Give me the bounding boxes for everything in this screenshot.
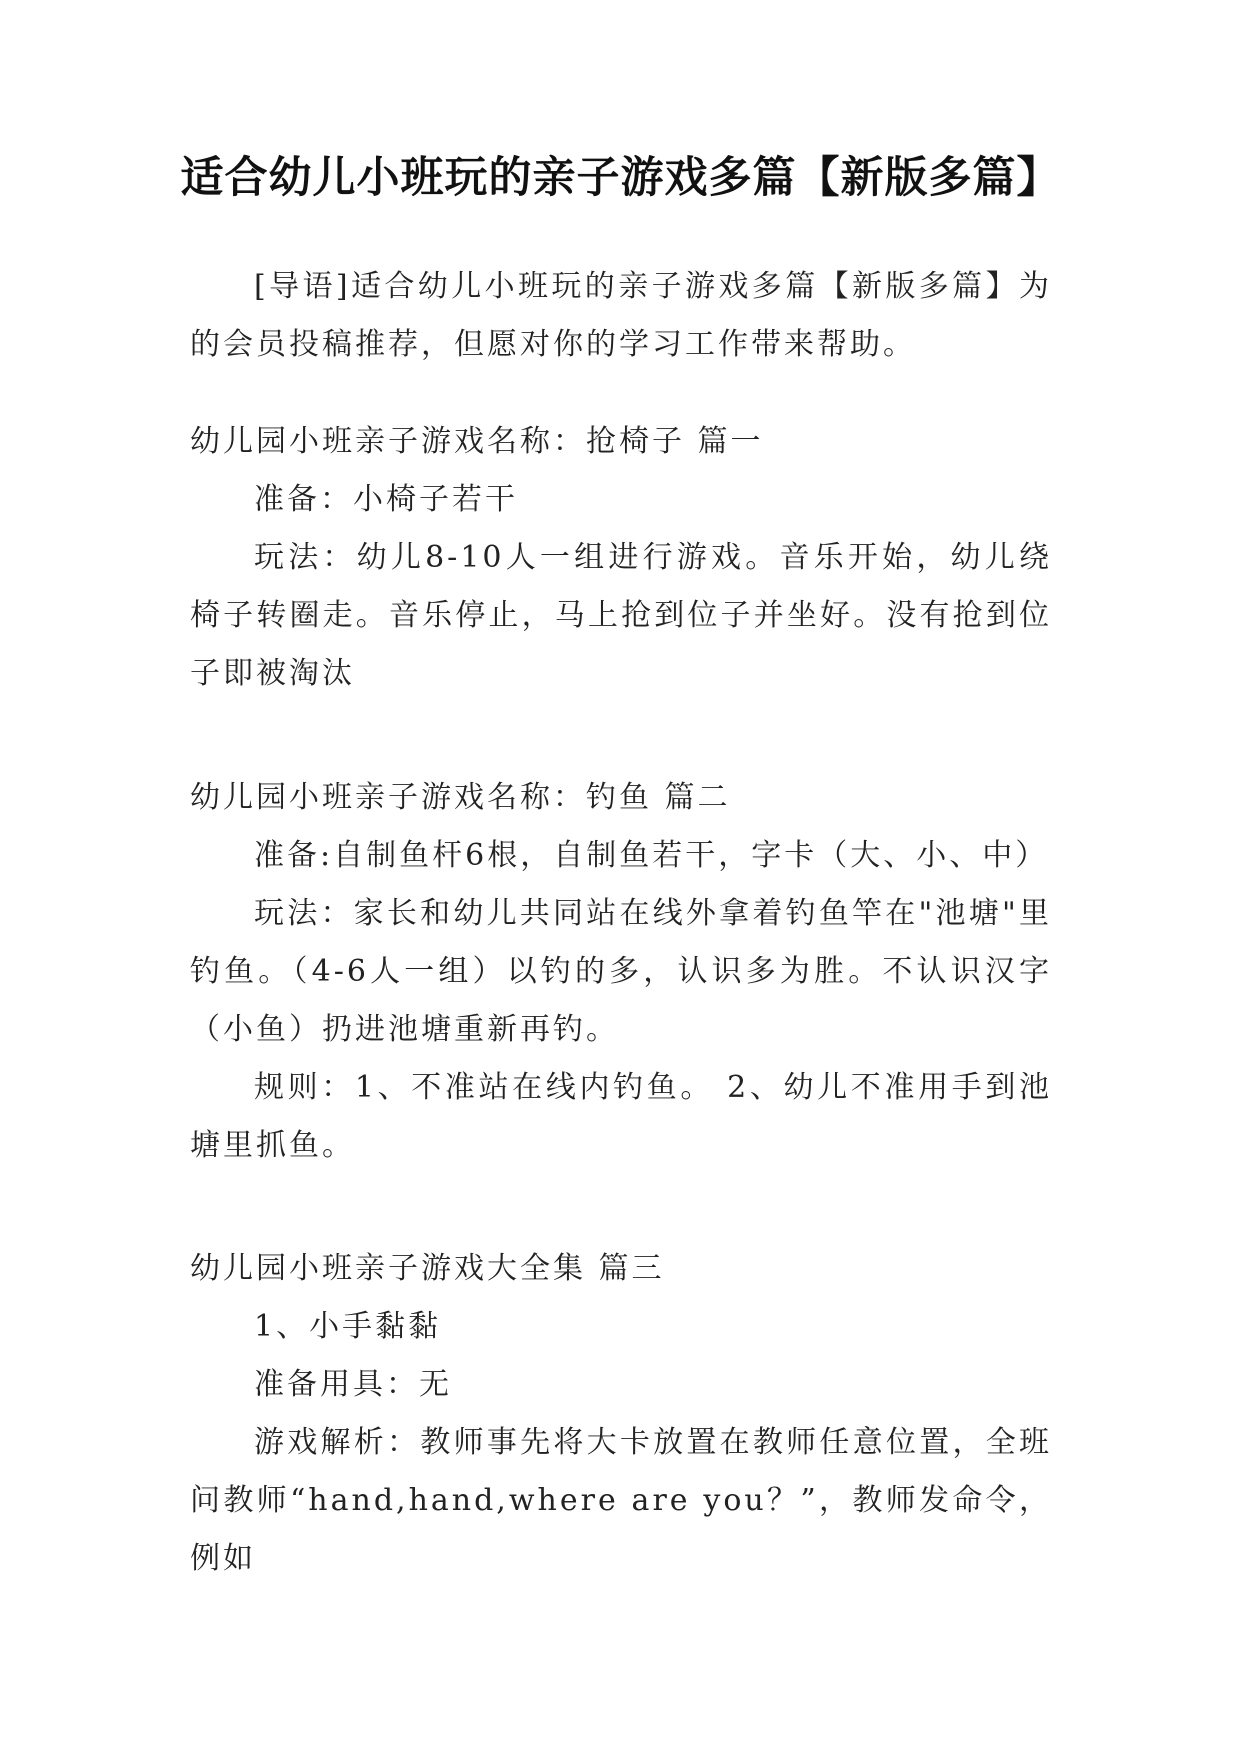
section-paragraph: 准备：小椅子若干 <box>254 482 518 517</box>
section-heading: 幼儿园小班亲子游戏名称：钓鱼 篇二 <box>190 780 731 815</box>
section-heading: 幼儿园小班亲子游戏名称：抢椅子 篇一 <box>190 424 764 459</box>
intro-paragraph: [导语]适合幼儿小班玩的亲子游戏多篇【新版多篇】为的会员投稿推荐，但愿对你的学习工作带来帮助。 <box>190 269 1052 362</box>
section-paragraph: 玩法：幼儿8-10人一组进行游戏。音乐开始，幼儿绕椅子转圈走。音乐停止，马上抢到位子并坐好。没有抢到位子即被淘汰 <box>190 540 1052 691</box>
section-paragraph: 规则：1、不准站在线内钓鱼。 2、幼儿不准用手到池塘里抓鱼。 <box>190 1070 1052 1163</box>
section-paragraph: 游戏解析：教师事先将大卡放置在教师任意位置，全班问教师“hand,hand,where are you？”，教师发命令，例如 <box>190 1425 1052 1576</box>
section-paragraph: 准备:自制鱼杆6根，自制鱼若干，字卡（大、小、中） <box>254 838 1049 873</box>
section-heading: 幼儿园小班亲子游戏大全集 篇三 <box>190 1251 665 1286</box>
section-paragraph: 准备用具：无 <box>254 1367 452 1402</box>
section-paragraph: 1、小手黏黏 <box>254 1309 442 1344</box>
section-paragraph: 玩法：家长和幼儿共同站在线外拿着钓鱼竿在"池塘"里钓鱼。（4-6人一组）以钓的多，认识多为胜。不认识汉字（小鱼）扔进池塘重新再钓。 <box>190 896 1052 1047</box>
document-title: 适合幼儿小班玩的亲子游戏多篇【新版多篇】 <box>180 153 1061 203</box>
